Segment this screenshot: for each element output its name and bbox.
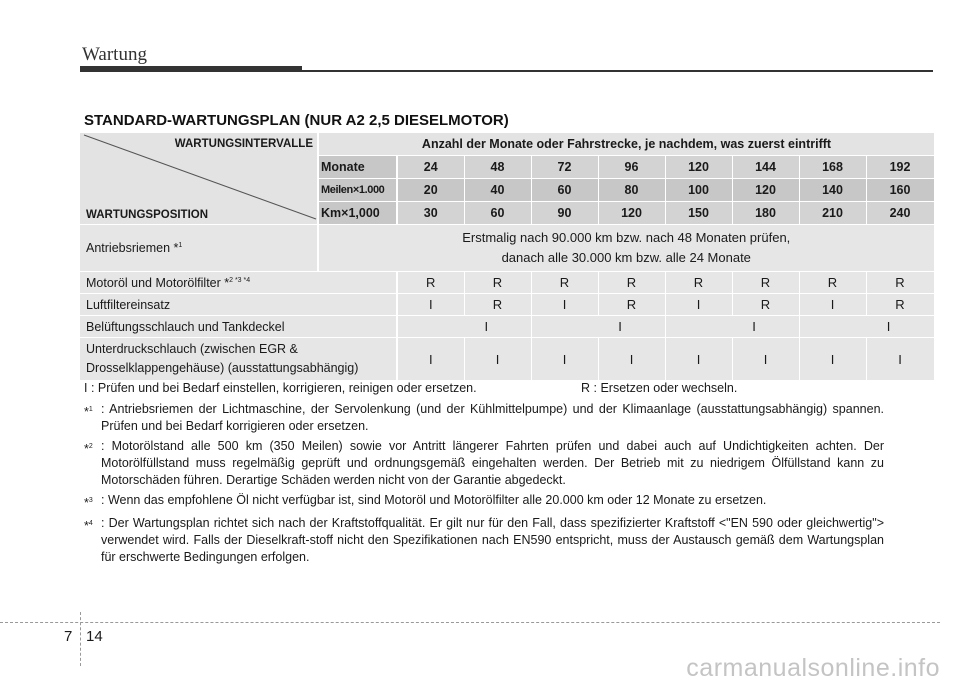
item-value: I xyxy=(397,338,464,381)
item-value: I xyxy=(665,338,732,381)
interval-value: 24 xyxy=(397,156,464,179)
legend-inspect: I : Prüfen und bei Bedarf einstellen, korrigieren, reinigen oder ersetzen. xyxy=(84,381,477,395)
interval-value: 140 xyxy=(799,179,866,202)
interval-value: 150 xyxy=(665,202,732,225)
item-label xyxy=(80,272,397,294)
interval-value: 180 xyxy=(732,202,799,225)
interval-header: Anzahl der Monate oder Fahrstrecke, je nachdem, was zuerst eintrifft xyxy=(318,133,934,156)
footnote-mark: *$^3$ xyxy=(84,496,93,511)
item-value: R xyxy=(464,272,531,294)
item-value: I xyxy=(397,316,531,338)
legend xyxy=(84,380,884,397)
item-value: R xyxy=(732,272,799,294)
item-value: I xyxy=(531,338,598,381)
interval-value: 48 xyxy=(464,156,531,179)
item-value: I xyxy=(799,316,934,338)
interval-value: 168 xyxy=(799,156,866,179)
item-label-text: Antriebsriemen * xyxy=(86,241,179,255)
item-value: R xyxy=(464,294,531,316)
footnote-text: : Antriebsriemen der Lichtmaschine, der Servolenkung (und der Kühlmittelpumpe) und der Klimaanlage (ausstattungsabhängig) spannen. Prüfen und bei Bedarf korrigieren oder ersetzen. xyxy=(101,402,884,433)
interval-label: Monate xyxy=(318,156,397,179)
item-row-air-filter xyxy=(80,294,934,316)
maintenance-table xyxy=(80,133,935,381)
item-value: I xyxy=(799,294,866,316)
header-rule xyxy=(300,70,933,72)
footnote-text: : Der Wartungsplan richtet sich nach der Kraftstoffqualität. Er gilt nur für den Fall, dass spezifizierter Kraftstoff <"EN 590 oder gleichwertig"> verwendet wird. Falls der Dieselkraft-stoff nicht den Spezifikationen nach EN590 entspricht, muss der Austausch gemäß dem Wartungsplan für erschwerte Bedingungen erfolgen. xyxy=(101,516,884,565)
item-note xyxy=(318,225,934,272)
interval-value: 210 xyxy=(799,202,866,225)
interval-value: 30 xyxy=(397,202,464,225)
interval-label: Meilen×1.000 xyxy=(318,179,397,202)
footnote xyxy=(84,515,884,566)
item-value: R xyxy=(598,272,665,294)
interval-value: 120 xyxy=(598,202,665,225)
footer-divider xyxy=(80,612,81,666)
footnote-text: : Wenn das empfohlene Öl nicht verfügbar ist, sind Motoröl und Motorölfilter alle 20.000 km oder 12 Monate zu ersetzen. xyxy=(101,493,767,507)
page-number: 14 xyxy=(86,628,103,645)
item-value: I xyxy=(531,294,598,316)
section-title: Wartung xyxy=(82,44,147,65)
footnote xyxy=(84,492,884,512)
table-title: STANDARD-WARTUNGSPLAN (NUR A2 2,5 DIESELMOTOR) xyxy=(84,112,509,129)
item-value: I xyxy=(598,338,665,381)
interval-value: 60 xyxy=(464,202,531,225)
item-label xyxy=(80,338,397,381)
interval-value: 80 xyxy=(598,179,665,202)
item-label xyxy=(80,225,318,272)
item-value: I xyxy=(464,338,531,381)
item-note-line-2: danach alle 30.000 km bzw. alle 24 Monate xyxy=(501,250,751,265)
notes xyxy=(84,380,884,566)
item-value: R xyxy=(866,272,934,294)
interval-value: 120 xyxy=(732,179,799,202)
footnote-mark: *$^4$ xyxy=(84,519,93,534)
item-value: I xyxy=(799,338,866,381)
item-value: I xyxy=(665,294,732,316)
item-value: I xyxy=(866,338,934,381)
interval-value: 192 xyxy=(866,156,934,179)
item-value: I xyxy=(665,316,799,338)
item-value: I xyxy=(531,316,665,338)
item-value: R xyxy=(397,272,464,294)
item-value: R xyxy=(866,294,934,316)
chapter-number: 7 xyxy=(64,628,73,645)
item-value: R xyxy=(732,294,799,316)
item-row-engine-oil xyxy=(80,272,934,294)
interval-value: 160 xyxy=(866,179,934,202)
item-value: R xyxy=(799,272,866,294)
item-label: Luftfiltereinsatz xyxy=(80,294,397,316)
item-value: I xyxy=(732,338,799,381)
item-value: R xyxy=(531,272,598,294)
interval-value: 96 xyxy=(598,156,665,179)
interval-value: 40 xyxy=(464,179,531,202)
footnote-mark: *$^2$ xyxy=(84,442,93,457)
interval-value: 90 xyxy=(531,202,598,225)
item-label-line-1: Unterdruckschlauch (zwischen EGR & xyxy=(86,342,298,356)
interval-value: 72 xyxy=(531,156,598,179)
item-note-line-1: Erstmalig nach 90.000 km bzw. nach 48 Monaten prüfen, xyxy=(462,230,791,245)
footnote-ref: 1 xyxy=(178,241,183,249)
watermark: carmanualsonline.info xyxy=(686,654,940,682)
item-value: R xyxy=(598,294,665,316)
intervals-label: WARTUNGSINTERVALLE xyxy=(174,138,313,150)
item-label: Belüftungsschlauch und Tankdeckel xyxy=(80,316,397,338)
positions-label: WARTUNGSPOSITION xyxy=(86,209,209,221)
interval-value: 60 xyxy=(531,179,598,202)
header-bar xyxy=(80,66,302,72)
item-label-text: Motoröl und Motorölfilter * xyxy=(86,275,230,290)
item-value: I xyxy=(397,294,464,316)
interval-value: 120 xyxy=(665,156,732,179)
table-corner-cell xyxy=(80,133,318,225)
item-value: R xyxy=(665,272,732,294)
item-label-line-2: Drosselklappengehäuse) (ausstattungsabhängig) xyxy=(86,361,359,375)
item-row-drive-belt xyxy=(80,225,934,272)
legend-replace: R : Ersetzen oder wechseln. xyxy=(581,381,738,395)
footnote xyxy=(84,438,884,489)
item-row-vent-hose xyxy=(80,316,934,338)
footnote-text: : Motorölstand alle 500 km (350 Meilen) sowie vor Antritt längerer Fahrten prüfen und dabei auch auf Undichtigkeiten achten. Der Motorölfüllstand muss regelmäßig geprüft und ordnungsgemäß eingehalten werden. Der Betrieb mit zu niedrigem Ölfüllstand kann zu Motorschäden führen. Derartige Schäden werden nicht von der Garantie abgedeckt. xyxy=(101,439,884,487)
footnote xyxy=(84,401,884,435)
interval-value: 240 xyxy=(866,202,934,225)
interval-label: Km×1,000 xyxy=(318,202,397,225)
footnote-mark: *$^1$ xyxy=(84,405,93,420)
interval-value: 144 xyxy=(732,156,799,179)
footer-rule xyxy=(0,622,940,623)
interval-value: 100 xyxy=(665,179,732,202)
interval-value: 20 xyxy=(397,179,464,202)
item-row-vacuum-hose xyxy=(80,338,934,381)
footnote-ref: 2 *3 *4 xyxy=(229,276,251,284)
